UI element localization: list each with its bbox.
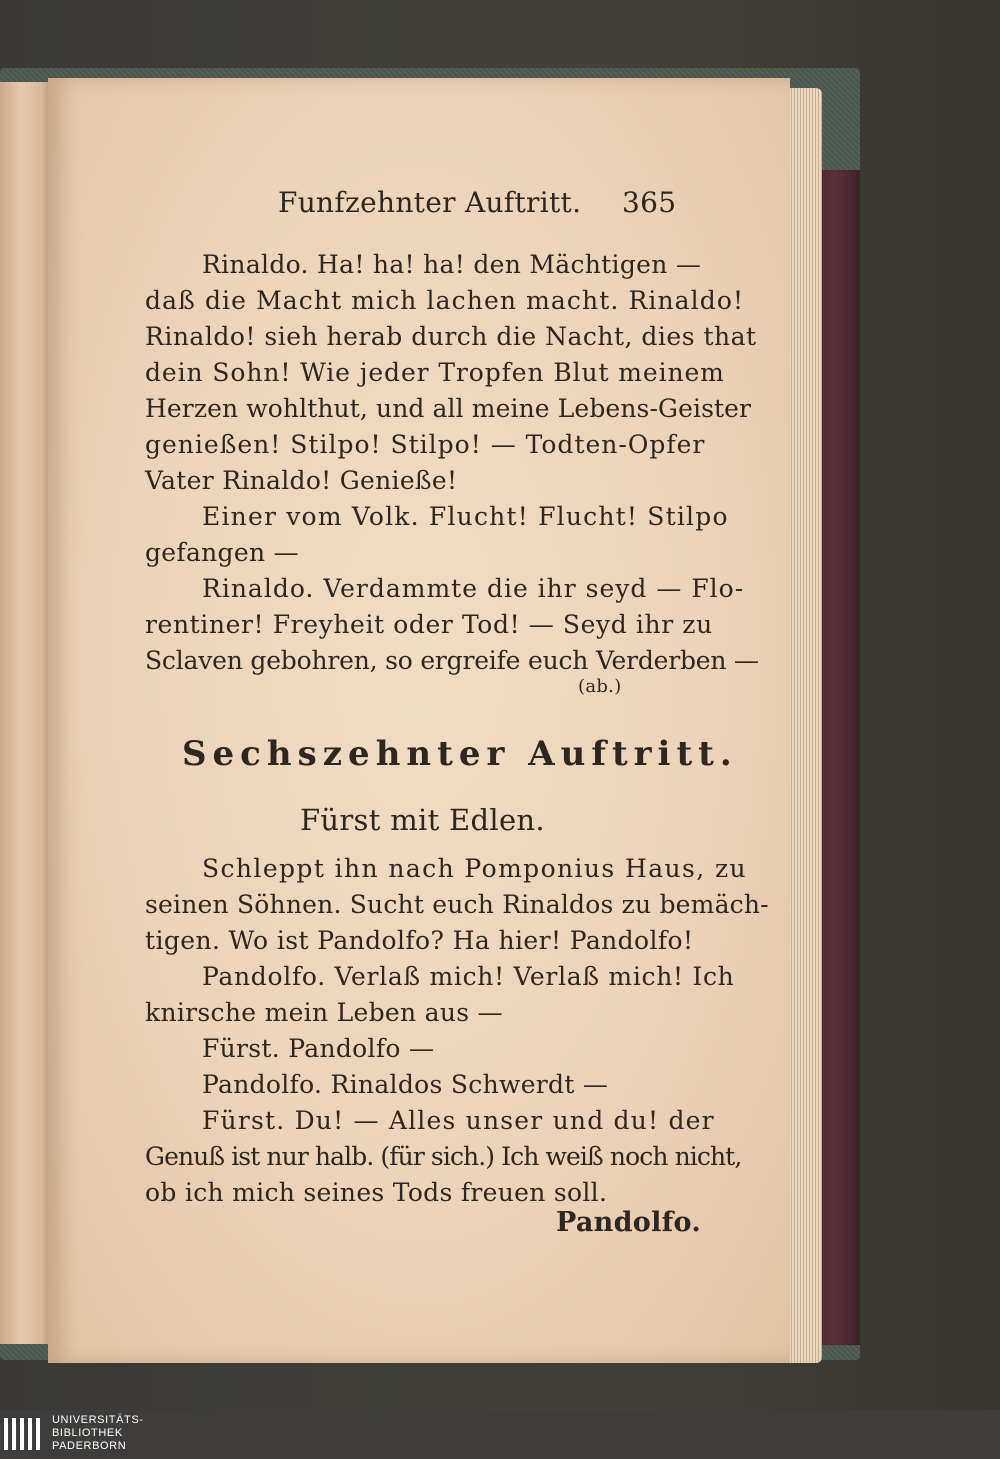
- text-line: seinen Söhnen. Sucht euch Rinaldos zu bemäch-: [145, 890, 769, 919]
- library-logo: [4, 1418, 46, 1450]
- text-line: Fürst. Du! — Alles unser und du! der: [202, 1106, 715, 1135]
- library-name-line: BIBLIOTHEK: [52, 1427, 123, 1439]
- text-line: gefangen —: [145, 538, 299, 567]
- text-line: Rinaldo. Ha! ha! ha! den Mächtigen —: [202, 250, 702, 279]
- text-line: ob ich mich seines Tods freuen soll.: [145, 1178, 608, 1207]
- stage-direction: (ab.): [578, 676, 622, 697]
- book-spine-band: [818, 170, 860, 1345]
- text-line: Schleppt ihn nach Pomponius Haus, zu: [202, 854, 748, 883]
- text-line: Herzen wohlthut, und all meine Lebens-Geister: [145, 394, 752, 423]
- text-line: Sclaven gebohren, so ergreife euch Verderben —: [145, 646, 759, 675]
- library-name: [52, 1414, 144, 1453]
- text-line: Genuß ist nur halb. (für sich.) Ich weiß noch nicht,: [145, 1142, 742, 1171]
- text-line: Pandolfo. Verlaß mich! Verlaß mich! Ich: [202, 962, 735, 991]
- catchword: Pandolfo.: [556, 1207, 702, 1238]
- left-page-edge: [0, 82, 52, 1344]
- page-number: 365: [622, 186, 677, 219]
- text-line: Rinaldo. Verdammte die ihr seyd — Flo-: [202, 574, 745, 603]
- text-line: rentiner! Freyheit oder Tod! — Seyd ihr zu: [145, 610, 713, 639]
- text-line: Einer vom Volk. Flucht! Flucht! Stilpo: [202, 502, 729, 531]
- text-line: Vater Rinaldo! Genieße!: [145, 466, 458, 495]
- library-name-line: PADERBORN: [52, 1440, 127, 1452]
- text-line: knirsche mein Leben aus —: [145, 998, 503, 1027]
- text-line: Fürst. Pandolfo —: [202, 1034, 435, 1063]
- text-line: dein Sohn! Wie jeder Tropfen Blut meinem: [145, 358, 725, 387]
- scene-heading: Sechszehnter Auftritt.: [182, 734, 738, 774]
- text-line: tigen. Wo ist Pandolfo? Ha hier! Pandolfo!: [145, 926, 694, 955]
- library-name-line: UNIVERSITÄTS-: [52, 1414, 144, 1426]
- text-line: Pandolfo. Rinaldos Schwerdt —: [202, 1070, 609, 1099]
- library-footer: [0, 1410, 1000, 1459]
- scene-characters: Fürst mit Edlen.: [300, 803, 545, 837]
- text-line: genießen! Stilpo! Stilpo! — Todten-Opfer: [145, 430, 706, 459]
- text-line: Rinaldo! sieh herab durch die Nacht, dies that: [145, 322, 757, 351]
- running-head: Funfzehnter Auftritt.: [278, 186, 582, 219]
- text-line: daß die Macht mich lachen macht. Rinaldo!: [145, 286, 745, 315]
